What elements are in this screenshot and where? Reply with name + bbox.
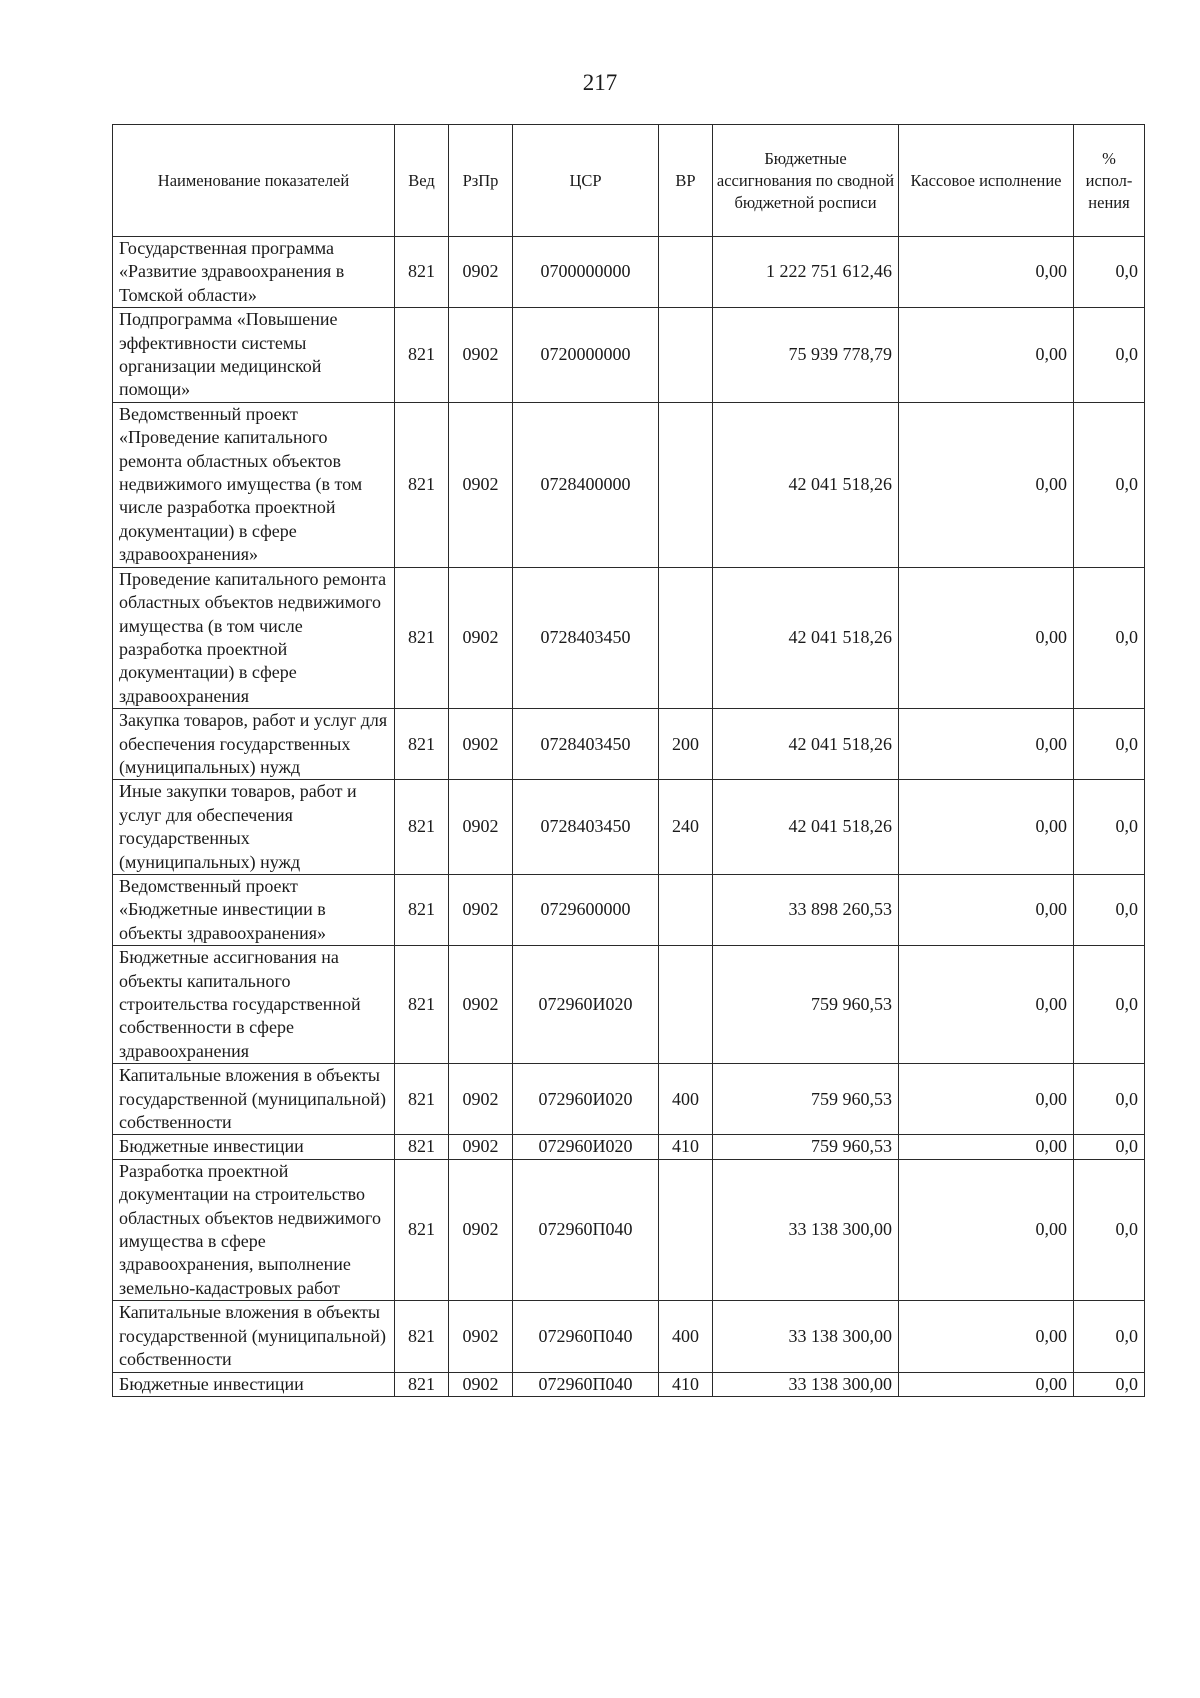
cell-ved: 821 — [395, 567, 449, 708]
cell-name: Ведомственный проект «Проведение капитального ремонта областных объектов недвижимого имущества (в том числе разработка проектной документации) в сфере здравоохранения» — [113, 402, 395, 567]
cell-name: Бюджетные инвестиции — [113, 1135, 395, 1159]
table-row — [113, 308, 1145, 403]
cell-name: Ведомственный проект «Бюджетные инвестиции в объекты здравоохранения» — [113, 874, 395, 945]
cell-assignments: 33 138 300,00 — [713, 1372, 899, 1396]
header-csr: ЦСР — [513, 125, 659, 237]
cell-cash-execution: 0,00 — [899, 1159, 1074, 1300]
cell-percent: 0,0 — [1074, 308, 1145, 403]
cell-percent: 0,0 — [1074, 237, 1145, 308]
header-vr: ВР — [659, 125, 713, 237]
cell-rzpr: 0902 — [449, 780, 513, 875]
cell-name: Закупка товаров, работ и услуг для обеспечения государственных (муниципальных) нужд — [113, 709, 395, 780]
cell-percent: 0,0 — [1074, 1372, 1145, 1396]
header-rzpr: РзПр — [449, 125, 513, 237]
cell-name: Капитальные вложения в объекты государственной (муниципальной) собственности — [113, 1301, 395, 1372]
cell-assignments: 42 041 518,26 — [713, 709, 899, 780]
cell-csr: 072960П040 — [513, 1159, 659, 1300]
cell-rzpr: 0902 — [449, 402, 513, 567]
cell-assignments: 33 138 300,00 — [713, 1301, 899, 1372]
cell-vr: 240 — [659, 780, 713, 875]
cell-assignments: 759 960,53 — [713, 1135, 899, 1159]
cell-percent: 0,0 — [1074, 780, 1145, 875]
cell-ved: 821 — [395, 709, 449, 780]
cell-vr — [659, 1159, 713, 1300]
cell-cash-execution: 0,00 — [899, 780, 1074, 875]
cell-ved: 821 — [395, 946, 449, 1064]
cell-assignments: 33 898 260,53 — [713, 874, 899, 945]
cell-percent: 0,0 — [1074, 1159, 1145, 1300]
cell-csr: 072960И020 — [513, 1135, 659, 1159]
cell-rzpr: 0902 — [449, 1301, 513, 1372]
cell-rzpr: 0902 — [449, 1159, 513, 1300]
cell-ved: 821 — [395, 1372, 449, 1396]
cell-ved: 821 — [395, 1064, 449, 1135]
cell-cash-execution: 0,00 — [899, 709, 1074, 780]
cell-name: Проведение капитального ремонта областных объектов недвижимого имущества (в том числе разработка проектной документации) в сфере здравоохранения — [113, 567, 395, 708]
cell-percent: 0,0 — [1074, 874, 1145, 945]
cell-rzpr: 0902 — [449, 237, 513, 308]
cell-vr: 200 — [659, 709, 713, 780]
cell-cash-execution: 0,00 — [899, 1064, 1074, 1135]
cell-csr: 072960И020 — [513, 1064, 659, 1135]
header-name: Наименование показателей — [113, 125, 395, 237]
cell-csr: 0728403450 — [513, 709, 659, 780]
cell-percent: 0,0 — [1074, 1301, 1145, 1372]
cell-vr: 400 — [659, 1064, 713, 1135]
cell-csr: 072960П040 — [513, 1301, 659, 1372]
cell-csr: 0728400000 — [513, 402, 659, 567]
cell-vr — [659, 237, 713, 308]
table-row — [113, 874, 1145, 945]
cell-rzpr: 0902 — [449, 874, 513, 945]
cell-cash-execution: 0,00 — [899, 237, 1074, 308]
cell-vr — [659, 567, 713, 708]
cell-ved: 821 — [395, 308, 449, 403]
cell-assignments: 42 041 518,26 — [713, 567, 899, 708]
table-row — [113, 780, 1145, 875]
table-row — [113, 946, 1145, 1064]
cell-cash-execution: 0,00 — [899, 874, 1074, 945]
table-row — [113, 237, 1145, 308]
cell-name: Подпрограмма «Повышение эффективности системы организации медицинской помощи» — [113, 308, 395, 403]
cell-assignments: 759 960,53 — [713, 946, 899, 1064]
cell-percent: 0,0 — [1074, 709, 1145, 780]
header-row — [113, 125, 1145, 237]
table-row — [113, 1159, 1145, 1300]
header-ved: Вед — [395, 125, 449, 237]
header-percent: % испол-нения — [1074, 125, 1145, 237]
cell-assignments: 42 041 518,26 — [713, 402, 899, 567]
cell-cash-execution: 0,00 — [899, 1135, 1074, 1159]
cell-cash-execution: 0,00 — [899, 402, 1074, 567]
cell-csr: 0728403450 — [513, 780, 659, 875]
cell-csr: 0728403450 — [513, 567, 659, 708]
table-row — [113, 1135, 1145, 1159]
cell-vr: 400 — [659, 1301, 713, 1372]
cell-assignments: 33 138 300,00 — [713, 1159, 899, 1300]
cell-name: Разработка проектной документации на строительство областных объектов недвижимого имущества в сфере здравоохранения, выполнение земельно-кадастровых работ — [113, 1159, 395, 1300]
cell-rzpr: 0902 — [449, 308, 513, 403]
cell-csr: 0720000000 — [513, 308, 659, 403]
cell-percent: 0,0 — [1074, 567, 1145, 708]
cell-csr: 0700000000 — [513, 237, 659, 308]
cell-cash-execution: 0,00 — [899, 567, 1074, 708]
cell-rzpr: 0902 — [449, 1064, 513, 1135]
cell-rzpr: 0902 — [449, 1372, 513, 1396]
header-assignments: Бюджетные ассигнования по сводной бюджетной росписи — [713, 125, 899, 237]
cell-vr — [659, 402, 713, 567]
cell-percent: 0,0 — [1074, 1135, 1145, 1159]
cell-ved: 821 — [395, 1135, 449, 1159]
cell-cash-execution: 0,00 — [899, 308, 1074, 403]
cell-assignments: 42 041 518,26 — [713, 780, 899, 875]
cell-csr: 0729600000 — [513, 874, 659, 945]
cell-vr: 410 — [659, 1372, 713, 1396]
cell-vr — [659, 308, 713, 403]
cell-vr: 410 — [659, 1135, 713, 1159]
cell-ved: 821 — [395, 874, 449, 945]
cell-name: Капитальные вложения в объекты государственной (муниципальной) собственности — [113, 1064, 395, 1135]
header-cash-execution: Кассовое исполнение — [899, 125, 1074, 237]
cell-assignments: 759 960,53 — [713, 1064, 899, 1135]
cell-percent: 0,0 — [1074, 1064, 1145, 1135]
cell-ved: 821 — [395, 1301, 449, 1372]
cell-name: Бюджетные инвестиции — [113, 1372, 395, 1396]
table-row — [113, 1372, 1145, 1396]
cell-ved: 821 — [395, 780, 449, 875]
cell-cash-execution: 0,00 — [899, 1372, 1074, 1396]
table-row — [113, 1064, 1145, 1135]
cell-ved: 821 — [395, 1159, 449, 1300]
cell-csr: 072960П040 — [513, 1372, 659, 1396]
cell-assignments: 75 939 778,79 — [713, 308, 899, 403]
cell-rzpr: 0902 — [449, 946, 513, 1064]
cell-assignments: 1 222 751 612,46 — [713, 237, 899, 308]
page-number: 217 — [582, 70, 618, 95]
table-body — [113, 237, 1145, 1397]
table-row — [113, 402, 1145, 567]
cell-cash-execution: 0,00 — [899, 946, 1074, 1064]
cell-cash-execution: 0,00 — [899, 1301, 1074, 1372]
cell-csr: 072960И020 — [513, 946, 659, 1064]
cell-vr — [659, 946, 713, 1064]
table-row — [113, 567, 1145, 708]
table-row — [113, 709, 1145, 780]
cell-ved: 821 — [395, 237, 449, 308]
cell-percent: 0,0 — [1074, 402, 1145, 567]
budget-table — [112, 124, 1145, 1397]
table-row — [113, 1301, 1145, 1372]
cell-rzpr: 0902 — [449, 567, 513, 708]
cell-ved: 821 — [395, 402, 449, 567]
cell-name: Бюджетные ассигнования на объекты капитального строительства государственной собственности в сфере здравоохранения — [113, 946, 395, 1064]
cell-rzpr: 0902 — [449, 1135, 513, 1159]
cell-percent: 0,0 — [1074, 946, 1145, 1064]
cell-vr — [659, 874, 713, 945]
cell-name: Иные закупки товаров, работ и услуг для обеспечения государственных (муниципальных) нужд — [113, 780, 395, 875]
cell-name: Государственная программа «Развитие здравоохранения в Томской области» — [113, 237, 395, 308]
cell-rzpr: 0902 — [449, 709, 513, 780]
